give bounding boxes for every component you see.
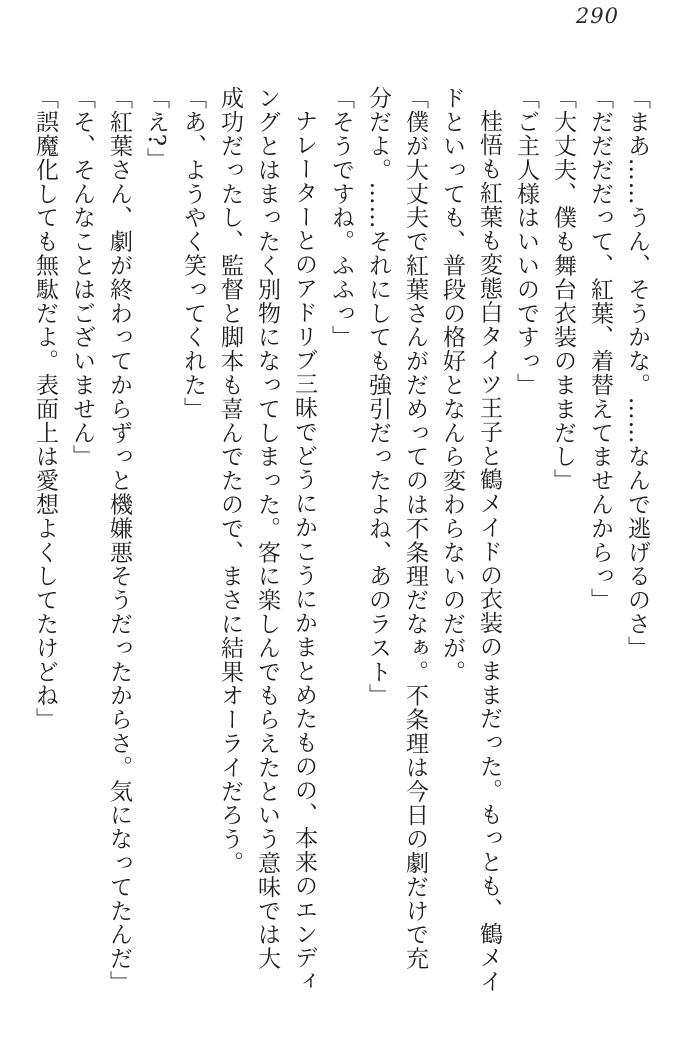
paragraph: 「誤魔化しても無駄だよ。表面上は愛想よくしてたけどね」 (32, 86, 58, 732)
paragraph: 「紅葉さん、劇が終わってからずっと機嫌悪そうだったからさ。気になってたんだ」 (106, 86, 132, 995)
paragraph: 「そうですね。ふふっ」 (328, 86, 354, 349)
page-text (26, 86, 655, 994)
paragraph: 「ご主人様はいいのですっ」 (513, 86, 539, 397)
paragraph: ナレーターとのアドリブ三昧でどうにかこうにかまとめたものの、本来のエンディングとはまったく別物になってしまった。客に楽しんでもらえたという意味では大成功だったし、監督と脚本も喜んでたので、まさに結果オーライだろう。 (217, 86, 317, 994)
paragraph: 「僕が大丈夫で紅葉さんがだめってのは不条理だなぁ。不条理は今日の劇だけで充分だよ。……それにしても強引だったよね、あのラスト」 (365, 86, 428, 971)
paragraph: 「まあ……うん、そうかな。……なんで逃げるのさ」 (624, 86, 650, 660)
page-number: 290 (575, 4, 619, 28)
paragraph: 「大丈夫、僕も舞台衣装のままだし」 (550, 86, 576, 493)
paragraph: 「え?」 (143, 86, 169, 171)
paragraph: 「あ、ようやく笑ってくれた」 (180, 86, 206, 421)
paragraph: 「だだだだって、紅葉、着替えてませんからっ」 (587, 86, 613, 612)
paragraph: 桂悟も紅葉も変態白タイツ王子と鶴メイドの衣装のままだった。もっとも、鶴メイドといっても、普段の格好となんら変わらないのだが。 (439, 86, 502, 994)
paragraph: 「そ、そんなことはございません」 (69, 86, 95, 469)
